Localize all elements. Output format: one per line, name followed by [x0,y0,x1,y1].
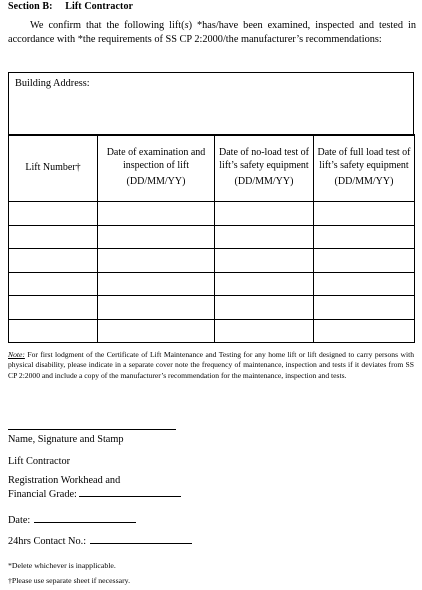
note-label: Note: [8,350,25,359]
date-field[interactable] [34,521,136,523]
header-examination-date: Date of examination and inspection of lift (DD/MM/YY) [98,135,215,202]
table-row [9,296,415,320]
note-paragraph [8,350,414,381]
table-cell[interactable] [9,225,98,249]
section-heading [8,1,133,12]
financial-grade-row [8,488,181,501]
table-cell[interactable] [98,249,215,273]
contact-row [8,535,192,548]
table-cell[interactable] [314,202,415,226]
table-cell[interactable] [98,296,215,320]
table-cell[interactable] [215,296,314,320]
table-cell[interactable] [314,272,415,296]
table-row [9,225,415,249]
lift-contractor-label: Lift Contractor [8,456,71,467]
table-cell[interactable] [314,296,415,320]
table-cell[interactable] [9,202,98,226]
financial-grade-label: Financial Grade: [8,489,77,500]
footnote-delete: *Delete whichever is inapplicable. [8,561,116,570]
name-signature-stamp-label: Name, Signature and Stamp [8,434,124,445]
note-text: For first lodgment of the Certificate of Lift Maintenance and Testing for any home lift or lift designed to carry persons with physical disability, please indicate in a separate cover note the frequency of maintenance, inspection and tests if it deviates from SS CP 2:2000 and include a copy of the manufacturer’s recommendation for the maintenance, inspection and tests. [8,350,414,380]
date-label: Date: [8,515,31,526]
table-header-row [9,135,415,202]
table-cell[interactable] [98,225,215,249]
table-cell[interactable] [215,249,314,273]
table-cell[interactable] [314,319,415,343]
table-cell[interactable] [98,319,215,343]
intro-prefix: We confirm that the following lift( [30,20,185,31]
building-address-box[interactable] [8,72,414,136]
date-row [8,514,136,527]
table-cell[interactable] [215,225,314,249]
building-address-label: Building Address: [15,78,90,89]
header-no-load-test-date: Date of no-load test of lift’s safety equipment (DD/MM/YY) [215,135,314,202]
table-cell[interactable] [314,225,415,249]
signature-line[interactable] [8,429,176,430]
table-cell[interactable] [215,202,314,226]
table-cell[interactable] [98,272,215,296]
table-cell[interactable] [9,296,98,320]
table-row [9,319,415,343]
table-cell[interactable] [9,319,98,343]
contact-field[interactable] [90,542,192,544]
header-full-load-test-date: Date of full load test of lift’s safety equipment (DD/MM/YY) [314,135,415,202]
lift-test-table [8,134,415,343]
contact-label: 24hrs Contact No.: [8,536,87,547]
intro-suffix: ) *has/have been examined, inspected and tested in accordance with *the requirements of SS CP 2:2000/the manufacturer’s recommendations: [8,20,416,45]
header-lift-number: Lift Number† [9,135,98,202]
table-row [9,272,415,296]
financial-grade-field[interactable] [79,495,181,497]
footnote-separate-sheet: †Please use separate sheet if necessary. [8,576,131,585]
registration-label-line1: Registration Workhead and [8,475,121,486]
table-cell[interactable] [9,249,98,273]
table-row [9,202,415,226]
table-cell[interactable] [9,272,98,296]
section-title: Lift Contractor [65,1,134,12]
table-row [9,249,415,273]
confirmation-statement [8,19,416,46]
section-label: Section B: [8,1,53,12]
table-cell[interactable] [215,272,314,296]
table-cell[interactable] [215,319,314,343]
table-cell[interactable] [98,202,215,226]
intro-plural-s: s [184,20,189,31]
table-cell[interactable] [314,249,415,273]
